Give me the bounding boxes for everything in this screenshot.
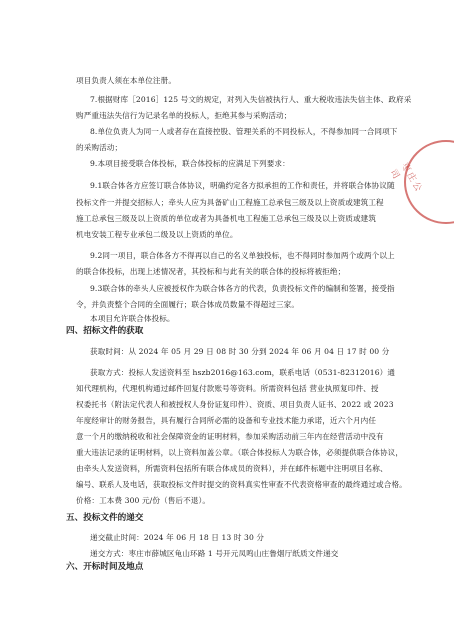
text-line: 递交方式：枣庄市薛城区龟山环路 1 号开元凤鸣山庄鲁烟厅纸质文件递交 xyxy=(90,549,339,558)
text-line: 9.本项目接受联合体投标，联合体投标的应满足下列要求： xyxy=(90,159,290,168)
text-line: 7.根据财库［2016］125 号文的规定，对列入失信被执行人、重大税收违法失信主体、政府采 xyxy=(90,95,412,104)
text-line: 机电安装工程专业承包二级及以上资质的单位。 xyxy=(76,230,238,239)
section-heading: 五、投标文件的递交 xyxy=(66,513,144,523)
text-line: 9.1联合体各方应签订联合体协议，明确约定各方拟承担的工作和责任，并将联合体协议随 xyxy=(90,181,395,190)
text-line: 施工总承包三级及以上资质的单位或者为具备机电工程施工总承包三级及以上资质或建筑 xyxy=(76,214,377,223)
text-line: 购严重违法失信行为记录名单的投标人，拒绝其参与采购活动； xyxy=(76,111,292,120)
text-line: 意一个月的缴纳税收和社会保障资金的证明材料，参加采购活动前三年内在经营活动中没有 xyxy=(76,432,384,441)
text-line: 令，并负责整个合同的全面履行；联合体成员数量不得超过三家。 xyxy=(76,300,300,309)
text-line: 的联合体投标，出现上述情况者，其投标和与此有关的联合体的投标将被拒绝； xyxy=(76,267,346,276)
text-line: 9.2同一项目，联合体各方不得再以自己的名义单独投标，也不得同时参加两个或两个以上 xyxy=(90,251,395,260)
text-line: 项目负责人须在本单位注册。 xyxy=(76,76,177,85)
text-line: 获取时间：从 2024 年 05 月 29 日 08 时 30 分到 2024 年 06 月 04 日 17 时 00 分 xyxy=(90,347,390,356)
seal-text: 枣庄公司 xyxy=(387,161,424,196)
text-line: 知代理机构，代理机构通过邮件回复付款账号等资料。所需资料包括 营业执照复印件、授 xyxy=(76,384,379,393)
section-heading: 四、招标文件的获取 xyxy=(66,326,144,336)
text-line: 年度经审计的财务报告，具有履行合同所必需的设备和专业技术能力承诺，近六个月内任 xyxy=(76,416,377,425)
section-heading: 六、开标时间及地点 xyxy=(66,562,144,572)
text-line: 投标文件一并提交招标人；牵头人应为具备矿山工程施工总承包三级及以上资质或建筑工程 xyxy=(76,198,384,207)
text-line: 8.单位负责人为同一人或者存在直接控股、管理关系的不同投标人，不得参加同一合同项下 xyxy=(90,127,398,136)
text-line: 获取方式：投标人发送资料至 hszb2016@163.com，联系电话（0531-82312016）通 xyxy=(90,368,396,377)
text-line: 递交截止时间：2024 年 06 月 18 日 13 时 30 分 xyxy=(90,533,265,542)
text-line: 编号、联系人及电话，获取投标文件时提交的资料真实性审查不代表资格审查的最终通过或合格。 xyxy=(76,480,407,489)
text-line: 权委托书（附法定代表人和被授权人身份证复印件）、资质、项目负责人证书、2022 或 2023 xyxy=(76,400,394,409)
text-line: 由牵头人发送资料，所需资料包括所有联合体成员的资料），并在邮件标题中注明项目名称、 xyxy=(76,464,388,473)
text-line: 的采购活动； xyxy=(76,143,123,152)
text-line: 价格：工本费 300 元/份（售后不退）。 xyxy=(76,496,211,505)
text-line: 重大违法记录的证明材料，以上资料加盖公章。（联合体投标人为联合体，必须提供联合体协议， xyxy=(76,448,404,457)
text-line: 9.3联合体的牵头人应被授权作为联合体各方的代表，负责投标文件的编制和签署，接受指 xyxy=(90,284,395,293)
text-line: 本项目允许联合体投标。 xyxy=(90,314,175,323)
